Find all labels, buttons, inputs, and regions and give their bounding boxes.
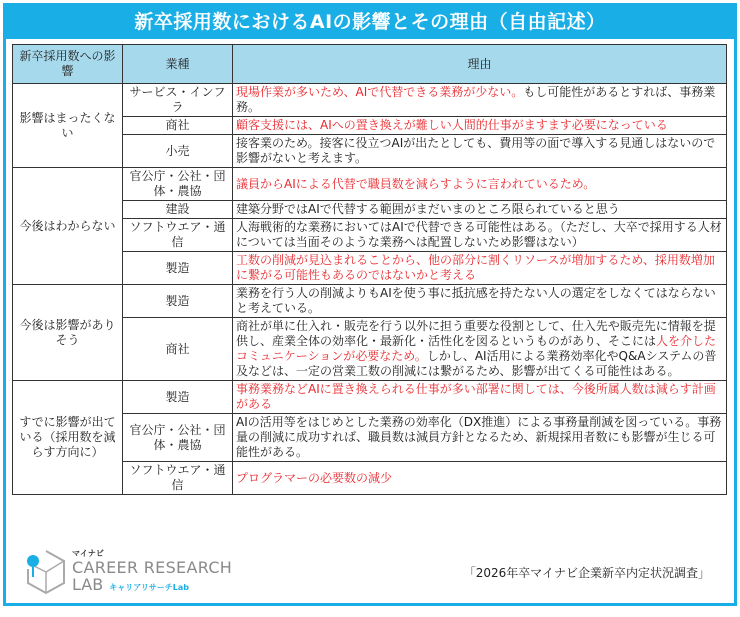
reason-highlight-text: 人を介したコミュニケーションが必要なため。 [236, 334, 717, 363]
page-title: 新卒採用数におけるAIの影響とその理由（自由記述） [6, 6, 734, 39]
industry-cell: ソフトウエア・通信 [123, 462, 233, 495]
impact-cell: 今後は影響がありそう [13, 285, 123, 381]
impact-cell: 今後はわからない [13, 168, 123, 285]
industry-cell: サービス・インフラ [123, 84, 233, 117]
table-header-row [13, 45, 727, 84]
reason-highlight-text: プログラマーの必要数の減少 [236, 470, 393, 485]
reason-cell [233, 252, 727, 285]
industry-cell: 小売 [123, 135, 233, 168]
reason-text: 商社が単に仕入れ・販売を行う以外に担う重要な役割として、仕入先や販売先に情報を提供し、産業全体の効率化・最新化・活性化を図るというものがあり、そこには [236, 319, 716, 348]
reason-highlight-text: 事務業務などAIに置き換えられる仕事が多い部署に関しては、今後所属人数は減らす計画がある [236, 382, 716, 411]
industry-cell: 商社 [123, 117, 233, 135]
industry-cell: 製造 [123, 285, 233, 318]
table-row [13, 168, 727, 201]
reason-text: 人海戦術的な業務においてはAIで代替できる可能性はある。（ただし、大卒で採用する人材については当面そのような業務へは配置しないため影響はない） [236, 220, 722, 249]
footer [6, 533, 734, 603]
industry-cell: 製造 [123, 252, 233, 285]
reason-highlight-text: 現場作業が多いため、AIで代替できる業務が少ない。 [236, 85, 524, 99]
header-reason: 理由 [233, 45, 727, 84]
industry-cell: 建設 [123, 201, 233, 219]
reasons-table [12, 44, 727, 495]
header-impact: 新卒採用数への影響 [13, 45, 123, 84]
infographic-frame [3, 3, 737, 606]
reason-cell [233, 462, 727, 495]
reason-cell [233, 285, 727, 318]
industry-cell: 官公庁・公社・団体・農協 [123, 168, 233, 201]
reason-text: 接客業のため。接客に役立つAIが出たとしても、費用等の面で導入する見通しはないので影響がないと考えます。 [236, 136, 716, 165]
reason-cell [233, 84, 727, 117]
reason-highlight-text: 工数の削減が見込まれることから、他の部分に割くリソースが増加するため、採用数増加に繋がる可能性もあるのではないかと考える [236, 253, 715, 282]
logo-line2: LAB [72, 575, 104, 595]
industry-cell: 製造 [123, 381, 233, 414]
reason-highlight-text: 議員からAIによる代替で職員数を減らすように言われているため。 [236, 176, 596, 191]
impact-cell: 影響はまったくない [13, 84, 123, 168]
industry-cell: 官公庁・公社・団体・農協 [123, 414, 233, 462]
reason-cell [233, 168, 727, 201]
source-note: 「2026年卒マイナビ企業新卒内定状況調査」 [463, 565, 710, 580]
logo-cube-icon [24, 547, 68, 597]
header-industry: 業種 [123, 45, 233, 84]
reason-cell [233, 219, 727, 252]
logo-sub: キャリアリサーチLab [109, 583, 189, 593]
industry-cell: 商社 [123, 318, 233, 381]
reason-cell [233, 117, 727, 135]
reason-cell [233, 318, 727, 381]
impact-cell: すでに影響が出ている（採用数を減らす方向に） [13, 381, 123, 495]
reason-cell [233, 135, 727, 168]
reason-highlight-text: 顧客支援には、AIへの置き換えが難しい人間的仕事がますます必要になっている [236, 118, 668, 132]
logo-brand: マイナビ [72, 549, 104, 558]
industry-cell: ソフトウエア・通信 [123, 219, 233, 252]
reason-text: しかし、AI活用による業務効率化やQ&Aシステムの普及などは、一定の営業工数の削減には繋がるため、影響が出てくる可能性はある。 [236, 349, 717, 378]
reason-text: 建築分野ではAIで代替する範囲がまだいまのところ限られていると思う [236, 202, 620, 216]
logo-line1: CAREER RESEARCH [72, 557, 233, 577]
reason-cell [233, 201, 727, 219]
table-row [13, 84, 727, 117]
reason-text: もし可能性があるとすれば、事務業務。 [236, 85, 716, 114]
table-row [13, 285, 727, 318]
reason-cell [233, 414, 727, 462]
reason-text: AIの活用等をはじめとした業務の効率化（DX推進）による事務量削減を図っている。事務量の削減に成功すれば、職員数は減員方針となるため、新規採用者数にも影響が生じる可能性がある。 [236, 415, 722, 459]
reason-text: 業務を行う人の削減よりもAIを使う事に抵抗感を持たない人の選定をしなくてはならないと考えている。 [236, 286, 716, 315]
career-research-lab-logo [24, 547, 232, 597]
table-row [13, 381, 727, 414]
reason-cell [233, 381, 727, 414]
